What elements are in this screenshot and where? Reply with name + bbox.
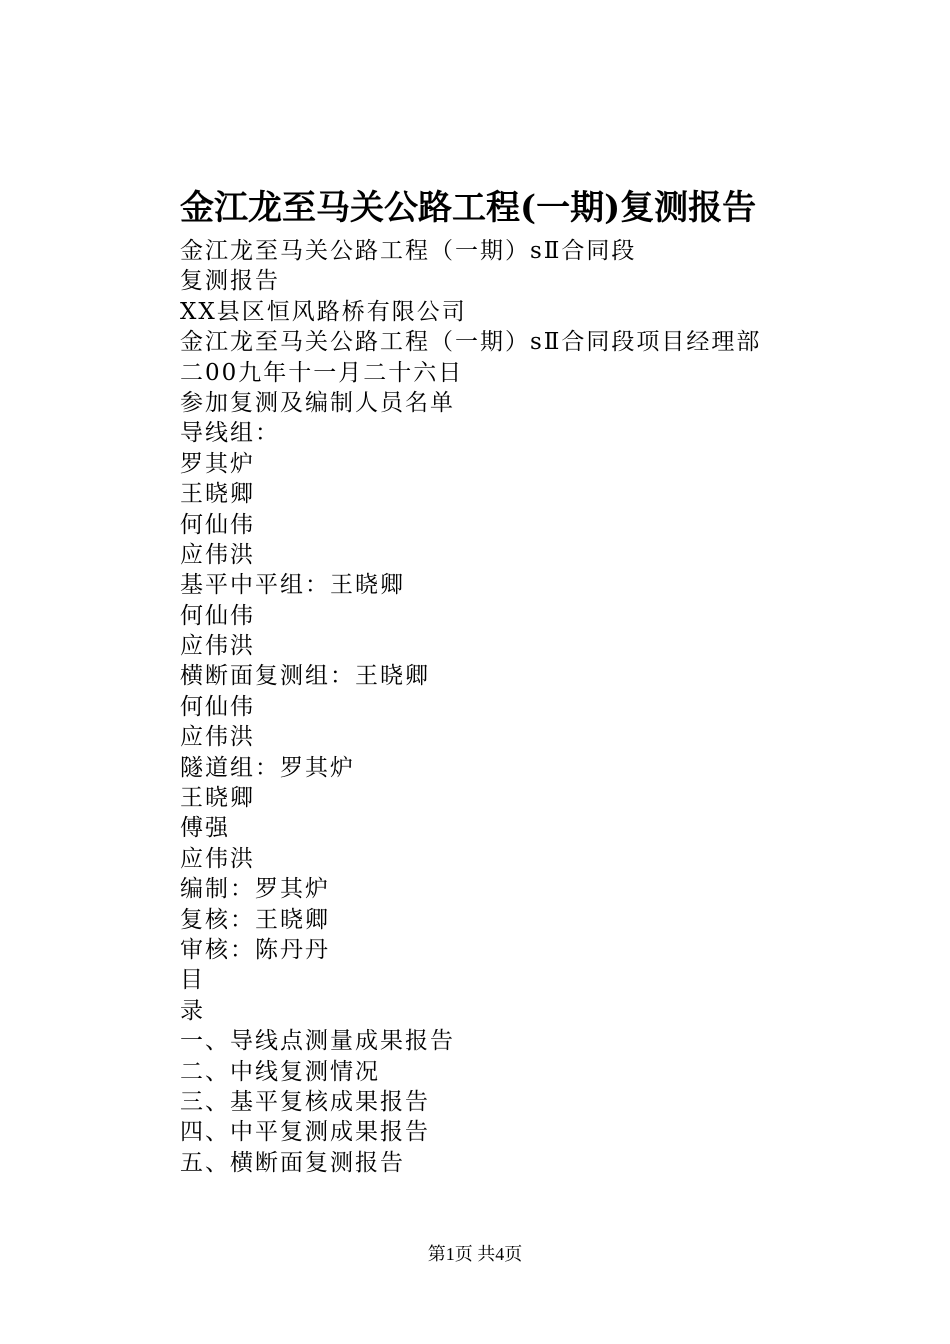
- body-line: 复测报告: [180, 268, 280, 295]
- body-line: 复核：王晓卿: [180, 906, 330, 933]
- body-line: 金江龙至马关公路工程（一期）sⅡ合同段: [180, 238, 637, 264]
- body-line: XX县区恒风路桥有限公司: [180, 298, 467, 325]
- body-line: 基平中平组：王晓卿: [180, 572, 405, 599]
- body-line: 隧道组：罗其炉: [180, 754, 355, 781]
- body-line: 何仙伟: [180, 693, 255, 720]
- body-line: 五、横断面复测报告: [180, 1149, 405, 1176]
- body-line: 三、基平复核成果报告: [180, 1088, 430, 1115]
- body-line: 编制：罗其炉: [180, 876, 330, 903]
- body-line: 导线组：: [180, 420, 280, 447]
- page-footer: 第1页 共4页: [427, 1244, 523, 1264]
- body-line: 四、中平复测成果报告: [180, 1119, 430, 1146]
- document-body: [180, 236, 880, 1178]
- body-line: 二00九年十一月二十六日: [180, 359, 464, 386]
- body-line: 王晓卿: [180, 785, 255, 812]
- body-line: 二、中线复测情况: [180, 1058, 380, 1085]
- body-line: 傅强: [180, 815, 230, 842]
- body-line: 一、导线点测量成果报告: [180, 1028, 455, 1055]
- document-title: 金江龙至马关公路工程(一期)复测报告: [180, 188, 757, 228]
- body-line: 应伟洪: [180, 541, 255, 568]
- body-line: 参加复测及编制人员名单: [180, 389, 455, 416]
- body-line: 金江龙至马关公路工程（一期）sⅡ合同段项目经理部: [180, 329, 762, 356]
- body-line: 何仙伟: [180, 602, 255, 629]
- body-line: 罗其炉: [180, 450, 255, 477]
- body-line: 何仙伟: [180, 511, 255, 538]
- body-line: 审核：陈丹丹: [180, 936, 330, 963]
- body-line: 应伟洪: [180, 724, 255, 751]
- body-line: 横断面复测组：王晓卿: [180, 663, 430, 690]
- body-line: 王晓卿: [180, 481, 255, 508]
- body-line: 录: [180, 997, 205, 1024]
- body-line: 目: [180, 967, 205, 994]
- body-line: 应伟洪: [180, 633, 255, 660]
- body-line: 应伟洪: [180, 845, 255, 872]
